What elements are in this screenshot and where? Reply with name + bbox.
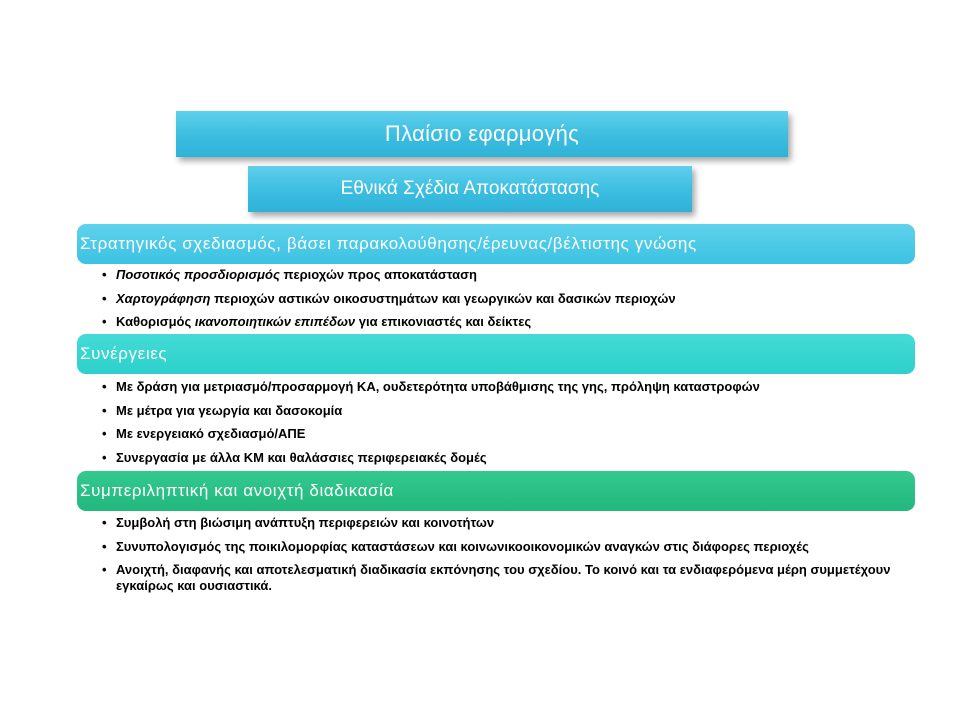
section-heading-inclusive-process [77,471,915,511]
slide-subtitle-text: Εθνικά Σχέδια Αποκατάστασης [340,178,600,199]
list-item [98,314,908,330]
bullet-icon: • [102,538,107,554]
bullet-icon: • [102,290,107,306]
list-item [98,539,908,555]
list-item [98,515,908,531]
inclusive-process-list [98,515,908,600]
list-item [98,379,908,395]
list-item [98,291,908,307]
list-item-emphasis: Ποσοτικός προσδιορισμός [116,267,280,282]
section-heading-synergies [77,334,915,374]
bullet-icon: • [102,426,107,441]
list-item-text: Συνυπολογισμός της ποικιλομορφίας καταστάσεων και κοινωνικοοικονομικών αναγκών στις διάφορες περιοχές [116,538,809,554]
strategic-planning-list [98,267,908,338]
bullet-icon: • [102,379,107,394]
list-item-emphasis: ικανοποιητικών επιπέδων [194,314,356,329]
list-item-text: Συμβολή στη βιώσιμη ανάπτυξη περιφερειών και κοινοτήτων [116,515,495,530]
list-item-text: περιοχών αστικών οικοσυστημάτων και γεωργικών και δασικών περιοχών [210,290,676,306]
synergies-list [98,379,908,473]
section-heading-text: Στρατηγικός σχεδιασμός, βάσει παρακολούθησης/έρευνας/βέλτιστης γνώσης [80,234,697,253]
list-item [98,562,908,594]
bullet-icon: • [102,314,107,329]
slide-title-text: Πλαίσιο εφαρμογής [384,121,580,146]
list-item-text: για επικονιαστές και δείκτες [355,314,532,329]
list-item-text: Ανοιχτή, διαφανής και αποτελεσματική διαδικασία εκπόνησης του σχεδίου. Το κοινό και τα ενδιαφερόμενα μέρη συμμετέχουν εγκαίρως και ουσιαστικά. [116,562,891,593]
list-item-text: Με ενεργειακό σχεδιασμό/ΑΠΕ [116,426,306,441]
list-item-emphasis: Χαρτογράφηση [116,290,211,306]
bullet-icon: • [102,562,107,577]
list-item-text: Με δράση για μετριασμό/προσαρμογή ΚΑ, ουδετερότητα υποβάθμισης της γης, πρόληψη καταστροφών [116,379,760,394]
bullet-icon: • [102,515,107,530]
slide-title [176,111,788,157]
section-heading-text: Συνέργειες [80,344,168,363]
section-heading-strategic-planning [77,224,915,264]
list-item-text: περιοχών προς αποκατάσταση [279,267,478,282]
bullet-icon: • [102,449,107,465]
bullet-icon: • [102,267,107,282]
section-heading-text: Συμπεριληπτική και ανοιχτή διαδικασία [80,481,394,500]
bullet-icon: • [102,402,107,418]
list-item-text: Με μέτρα για γεωργία και δασοκομία [116,402,343,418]
list-item [98,267,908,283]
list-item-prefix: Καθορισμός [116,314,195,329]
list-item-text: Συνεργασία με άλλα ΚΜ και θαλάσσιες περιφερειακές δομές [116,449,487,465]
slide-subtitle [248,166,692,212]
list-item [98,403,908,419]
list-item [98,450,908,466]
list-item [98,426,908,442]
